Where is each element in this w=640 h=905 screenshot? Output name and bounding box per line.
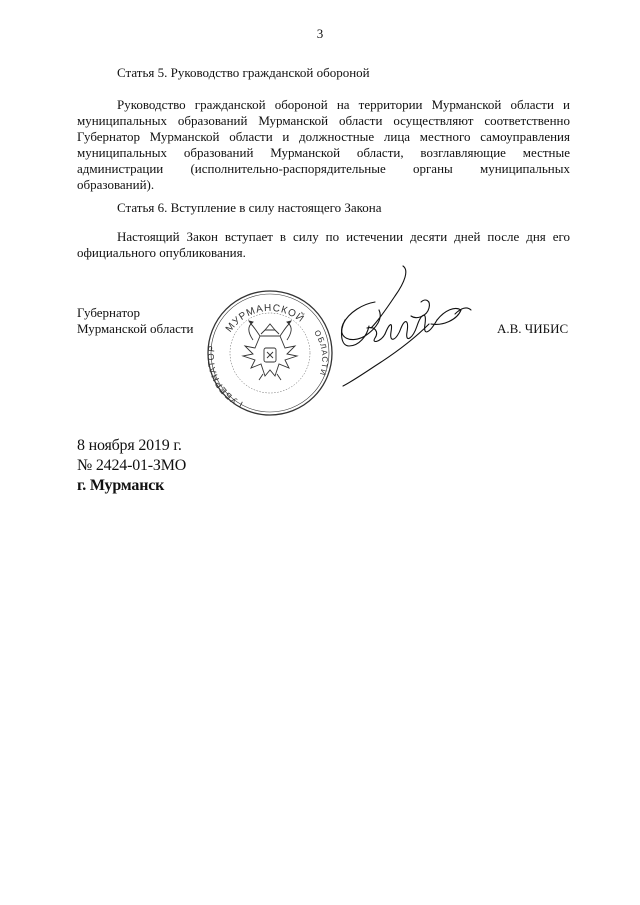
article-5-text bbox=[77, 97, 570, 193]
signer-position bbox=[77, 305, 194, 337]
coat-of-arms-icon bbox=[243, 321, 297, 380]
svg-text:ГУБЕРНАТОР bbox=[206, 344, 244, 409]
article-6-text-content: Настоящий Закон вступает в силу по истечении десяти дней после дня его официального опубликования. bbox=[77, 229, 570, 260]
article-5-text-content: Руководство гражданской обороной на территории Мурманской области и муниципальных образований Мурманской области осуществляют соответственно Губернатор Мурманской области и должностные лица местного самоуправления муниципальных образований Мурманской области, возглавляющие местные администрации (исполнительно-распорядительные органы муниципальных образований). bbox=[77, 97, 570, 192]
stamp-text-right: ОБЛАСТИ bbox=[312, 328, 330, 378]
document-date: 8 ноября 2019 г. bbox=[77, 437, 182, 454]
article-5-title: Статья 5. Руководство гражданской обороной bbox=[117, 65, 370, 80]
stamp-text-top: МУРМАНСКОЙ bbox=[223, 302, 307, 335]
document-city: г. Мурманск bbox=[77, 477, 165, 494]
stamp-text-left: ГУБЕРНАТОР bbox=[205, 344, 245, 410]
signer-name: А.В. ЧИБИС bbox=[497, 321, 569, 336]
signer-position-line1: Губернатор bbox=[77, 305, 140, 320]
article-6-text bbox=[77, 229, 570, 261]
handwritten-signature bbox=[305, 262, 495, 392]
signer-position-line2: Мурманской области bbox=[77, 321, 194, 336]
page-number: 3 bbox=[316, 26, 324, 41]
document-footer bbox=[77, 436, 186, 496]
document-number: № 2424-01-ЗМО bbox=[77, 457, 187, 474]
article-6-title: Статья 6. Вступление в силу настоящего Закона bbox=[117, 200, 382, 215]
